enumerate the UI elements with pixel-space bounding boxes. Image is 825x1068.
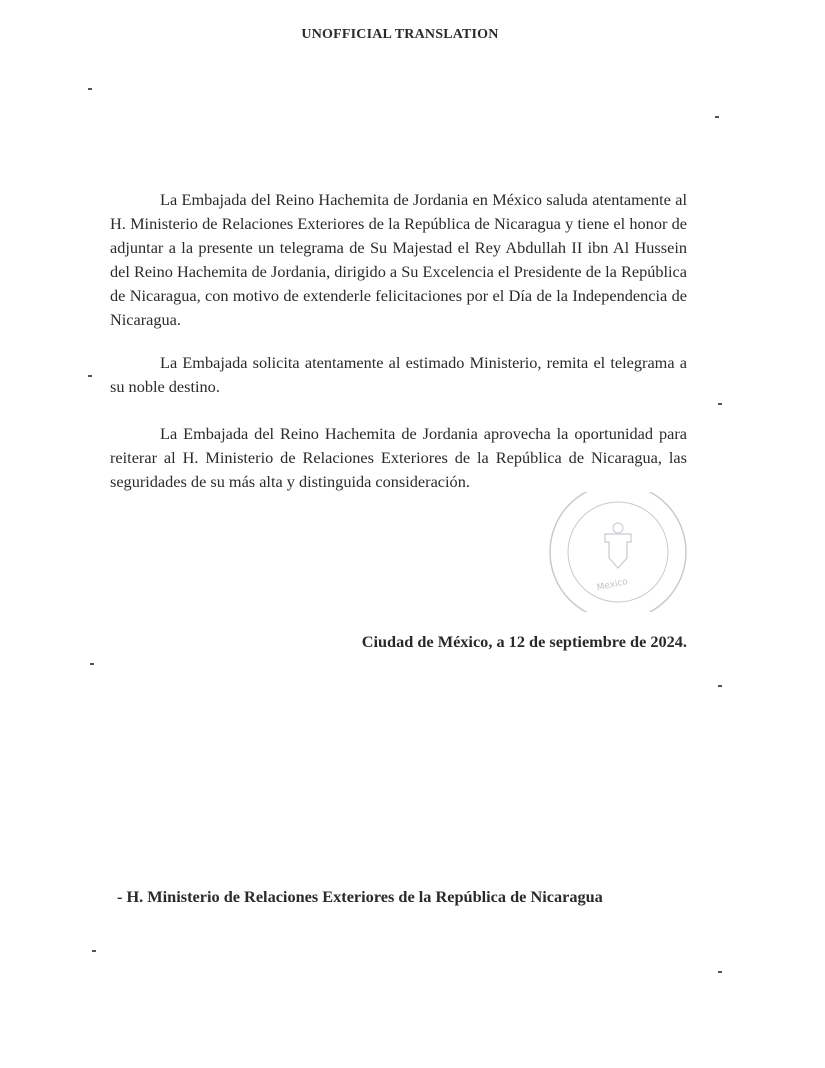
scan-mark [88, 88, 92, 90]
body-paragraph-1: La Embajada del Reino Hachemita de Jordania en México saluda atentamente al H. Ministerio de Relaciones Exteriores de la República de Nicaragua y tiene el honor de adjuntar a la presente un telegrama de Su Majestad el Rey Abdullah II ibn Al Hussein del Reino Hachemita de Jordania, dirigido a Su Excelencia el Presidente de la República de Nicaragua, con motivo de extenderle felicitaciones por el Día de la Independencia de Nicaragua. [110, 190, 687, 329]
recipient-line: - H. Ministerio de Relaciones Exteriores de la República de Nicaragua [117, 887, 603, 906]
scan-mark [718, 403, 722, 405]
document-header: UNOFFICIAL TRANSLATION [301, 27, 499, 42]
stamp-label: Mexico [596, 576, 629, 594]
body-paragraph-3: La Embajada del Reino Hachemita de Jordania aprovecha la oportunidad para reiterar al H. Ministerio de Relaciones Exteriores de la República de Nicaragua, las seguridades de su más alta y distinguida consideración. [110, 424, 687, 491]
scan-mark [718, 685, 722, 687]
body-paragraph-2: La Embajada solicita atentamente al estimado Ministerio, remita el telegrama a su noble destino. [110, 353, 687, 396]
scan-mark [718, 971, 722, 973]
scan-mark [715, 116, 719, 118]
embassy-seal-stamp [547, 492, 689, 612]
scan-mark [92, 950, 96, 952]
scan-mark [88, 375, 92, 377]
scan-mark [90, 663, 94, 665]
date-line: Ciudad de México, a 12 de septiembre de 2024. [361, 632, 687, 651]
